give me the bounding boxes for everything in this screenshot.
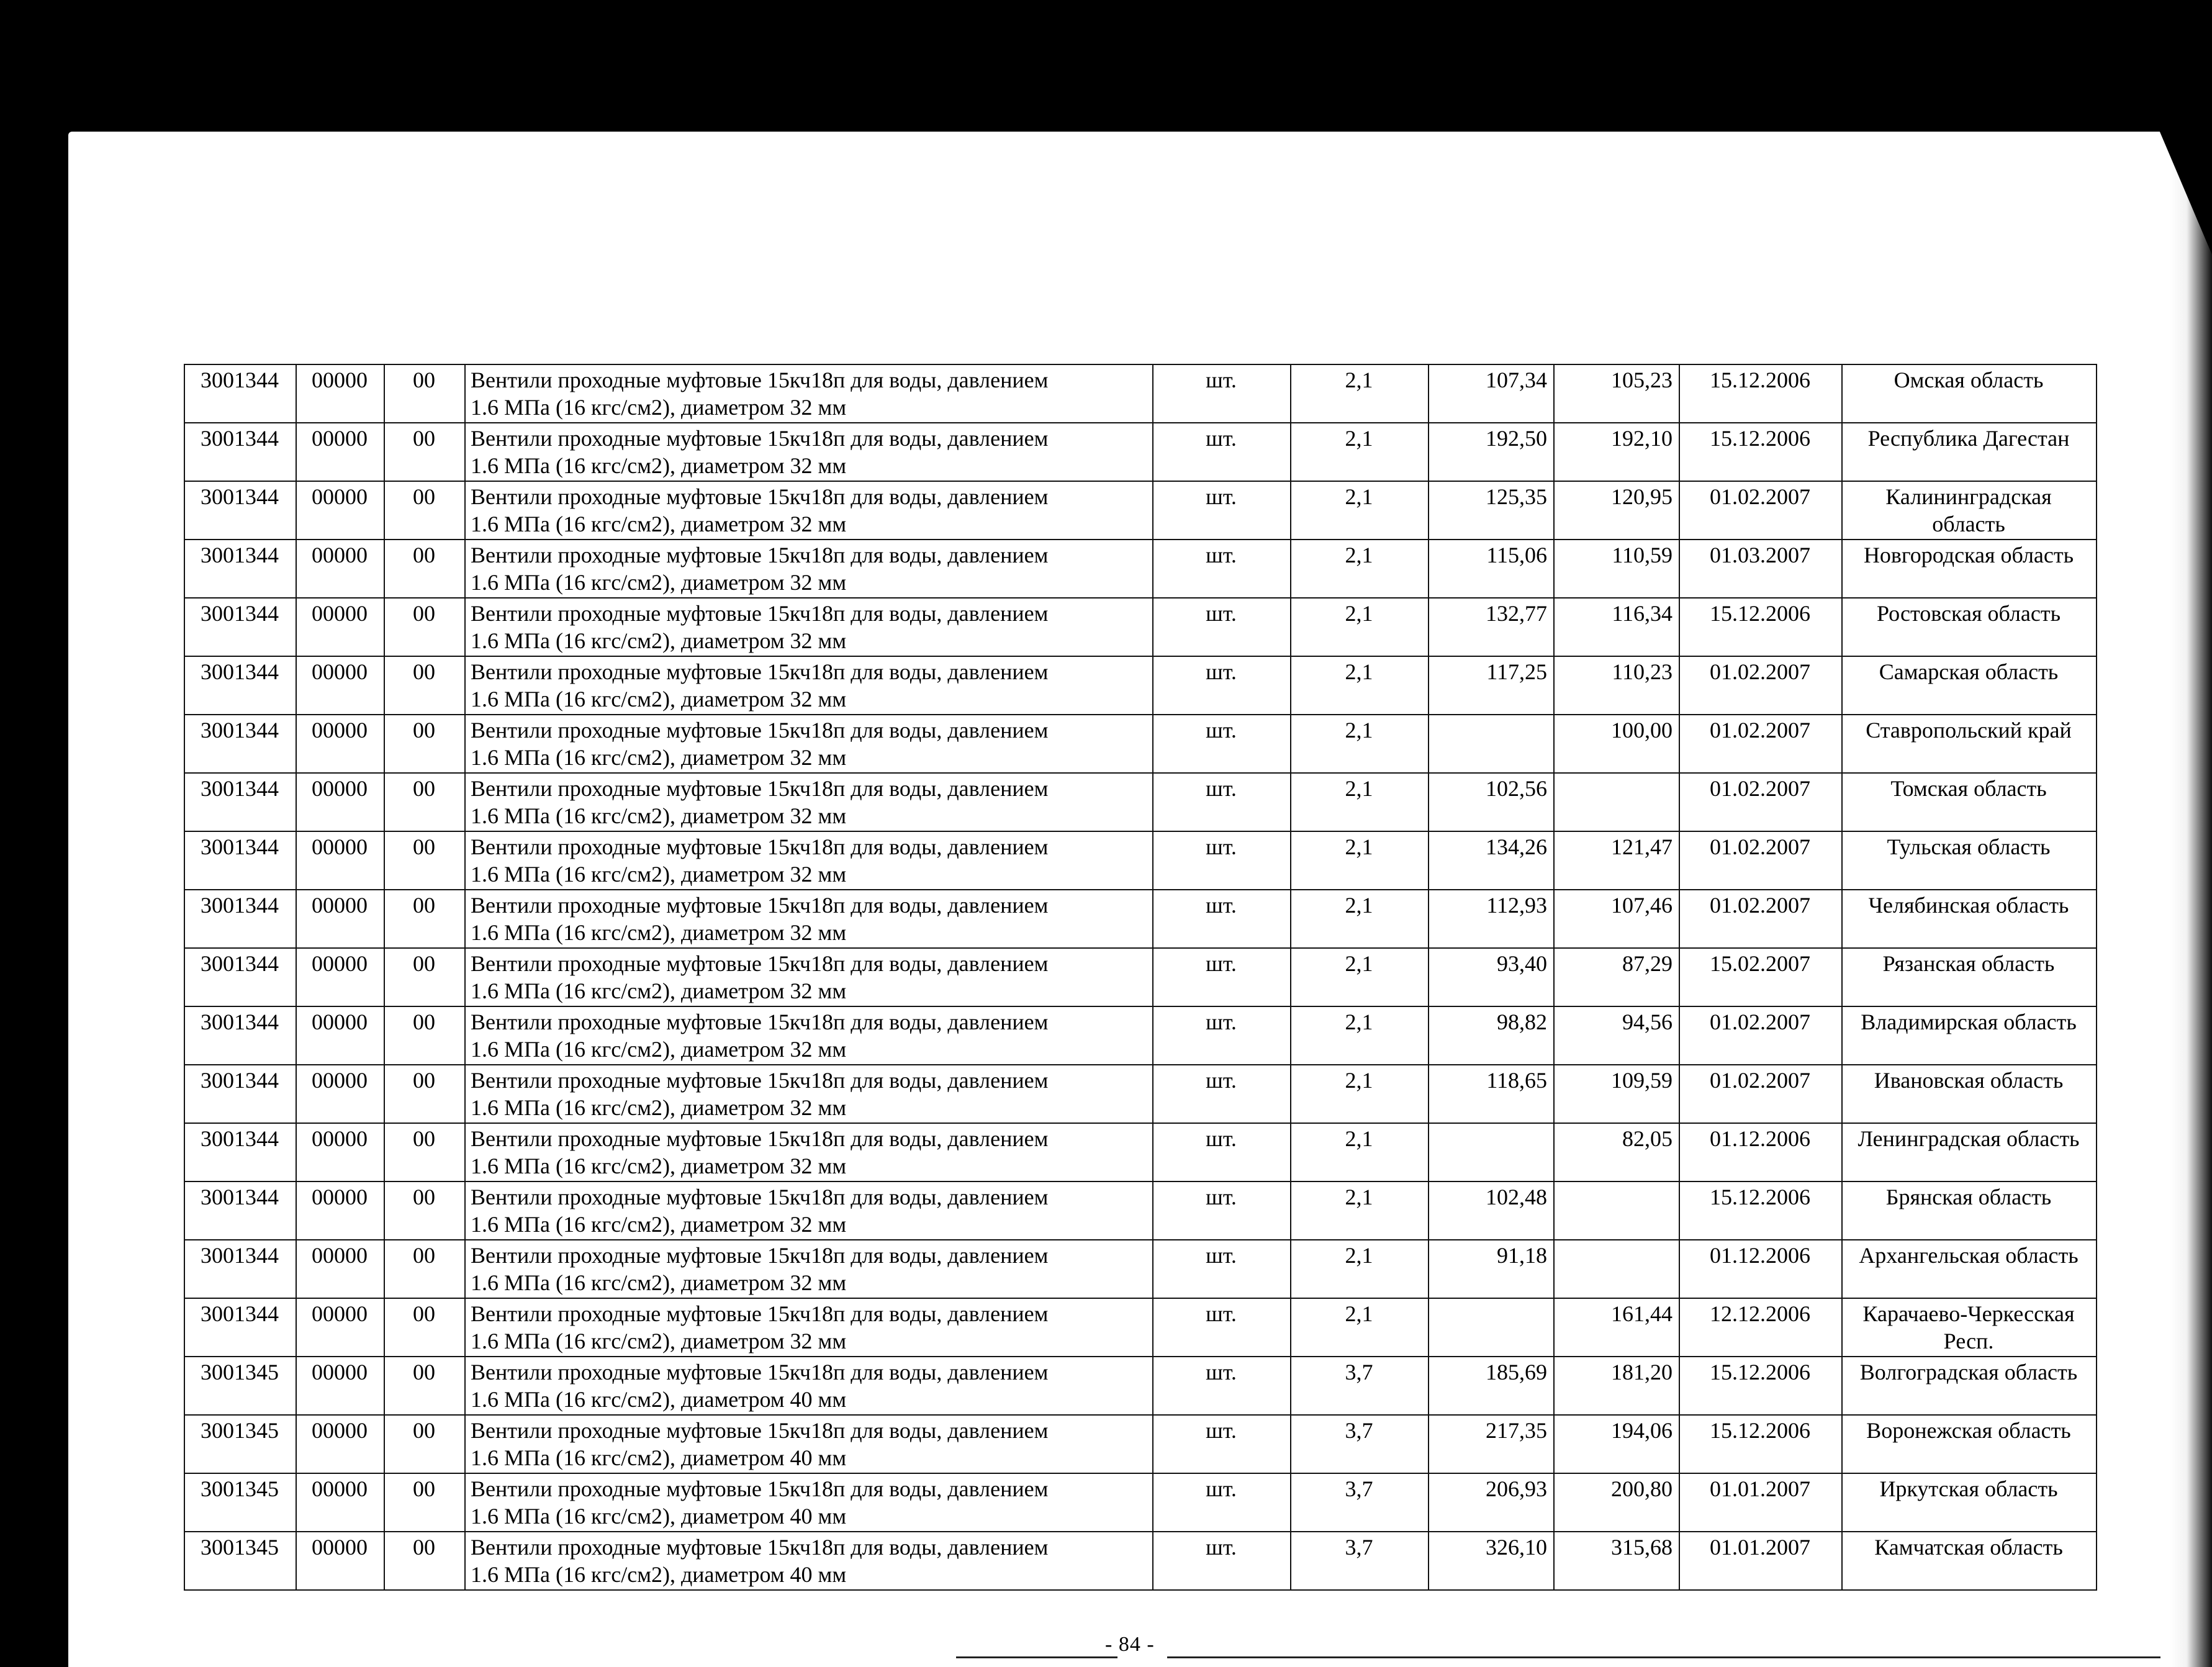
cell-description [465,715,1153,773]
cell-description [465,656,1153,715]
cell-price-1: 185,69 [1429,1357,1554,1415]
table-row [184,1181,2097,1240]
cell-region: Воронежская область [1842,1415,2097,1473]
cell-quantity: 2,1 [1291,423,1429,481]
cell-subcode: 00000 [296,948,384,1006]
cell-price-2: 315,68 [1554,1532,1679,1590]
cell-subcode: 00000 [296,1357,384,1415]
footer-rule-right [1167,1656,2160,1658]
cell-price-1: 132,77 [1429,598,1554,656]
description-line-1: Вентили проходные муфтовые 15кч18п для воды, давлением [471,426,1049,451]
cell-code: 3001344 [184,948,296,1006]
description-line-1: Вентили проходные муфтовые 15кч18п для воды, давлением [471,834,1049,859]
cell-description [465,481,1153,540]
description-line-2: 1.6 МПа (16 кгс/см2), диаметром 40 мм [471,1387,847,1412]
cell-subcode: 00000 [296,1065,384,1123]
cell-date: 15.12.2006 [1679,1415,1842,1473]
cell-description [465,540,1153,598]
cell-subcode: 00000 [296,773,384,831]
cell-subcode: 00000 [296,715,384,773]
cell-quantity: 3,7 [1291,1473,1429,1532]
cell-quantity: 2,1 [1291,773,1429,831]
scan-corner-fold [2159,130,2212,255]
cell-date: 01.03.2007 [1679,540,1842,598]
cell-subcode: 00000 [296,890,384,948]
cell-code: 3001345 [184,1473,296,1532]
page-number: - 84 - [1105,1633,1155,1656]
cell-code: 3001344 [184,831,296,890]
cell-subcode: 00000 [296,1240,384,1298]
table-body [184,364,2097,1590]
cell-region: Архангельская область [1842,1240,2097,1298]
cell-quantity: 2,1 [1291,715,1429,773]
cell-code: 3001345 [184,1415,296,1473]
cell-date: 15.12.2006 [1679,1357,1842,1415]
table-row [184,890,2097,948]
cell-unit: шт. [1153,1123,1291,1181]
cell-price-2: 110,59 [1554,540,1679,598]
cell-quantity: 2,1 [1291,831,1429,890]
cell-unit: шт. [1153,1532,1291,1590]
cell-code: 3001344 [184,1006,296,1065]
cell-price-2: 200,80 [1554,1473,1679,1532]
cell-date: 01.02.2007 [1679,715,1842,773]
cell-price-2: 94,56 [1554,1006,1679,1065]
cell-price-1 [1429,1298,1554,1357]
cell-price-2: 87,29 [1554,948,1679,1006]
cell-quantity: 3,7 [1291,1532,1429,1590]
description-line-2: 1.6 МПа (16 кгс/см2), диаметром 32 мм [471,862,847,887]
cell-code: 3001344 [184,481,296,540]
cell-price-1: 102,48 [1429,1181,1554,1240]
cell-quantity: 2,1 [1291,364,1429,423]
description-line-1: Вентили проходные муфтовые 15кч18п для воды, давлением [471,1010,1049,1034]
description-line-1: Вентили проходные муфтовые 15кч18п для воды, давлением [471,718,1049,743]
description-line-2: 1.6 МПа (16 кгс/см2), диаметром 32 мм [471,395,847,420]
description-line-1: Вентили проходные муфтовые 15кч18п для воды, давлением [471,1126,1049,1151]
cell-description [465,364,1153,423]
cell-price-1: 118,65 [1429,1065,1554,1123]
cell-code: 3001344 [184,773,296,831]
cell-suffix: 00 [384,715,465,773]
description-line-2: 1.6 МПа (16 кгс/см2), диаметром 32 мм [471,803,847,828]
cell-description [465,1006,1153,1065]
cell-price-2: 82,05 [1554,1123,1679,1181]
cell-code: 3001345 [184,1357,296,1415]
cell-subcode: 00000 [296,831,384,890]
cell-unit: шт. [1153,715,1291,773]
cell-suffix: 00 [384,598,465,656]
cell-price-2: 107,46 [1554,890,1679,948]
cell-description [465,1181,1153,1240]
cell-quantity: 3,7 [1291,1415,1429,1473]
description-line-2: 1.6 МПа (16 кгс/см2), диаметром 40 мм [471,1445,847,1470]
cell-quantity: 2,1 [1291,540,1429,598]
cell-date: 01.12.2006 [1679,1123,1842,1181]
description-line-2: 1.6 МПа (16 кгс/см2), диаметром 32 мм [471,1154,847,1178]
description-line-1: Вентили проходные муфтовые 15кч18п для воды, давлением [471,601,1049,626]
cell-subcode: 00000 [296,1532,384,1590]
cell-price-2: 100,00 [1554,715,1679,773]
cell-unit: шт. [1153,423,1291,481]
cell-price-1: 98,82 [1429,1006,1554,1065]
description-line-2: 1.6 МПа (16 кгс/см2), диаметром 32 мм [471,512,847,536]
description-line-2: 1.6 МПа (16 кгс/см2), диаметром 32 мм [471,1095,847,1120]
cell-code: 3001344 [184,1065,296,1123]
cell-code: 3001344 [184,1123,296,1181]
cell-unit: шт. [1153,1006,1291,1065]
cell-price-1: 91,18 [1429,1240,1554,1298]
cell-unit: шт. [1153,1181,1291,1240]
cell-price-2 [1554,773,1679,831]
cell-date: 01.02.2007 [1679,481,1842,540]
cell-quantity: 2,1 [1291,948,1429,1006]
cell-price-2: 109,59 [1554,1065,1679,1123]
cell-code: 3001344 [184,1240,296,1298]
description-line-2: 1.6 МПа (16 кгс/см2), диаметром 32 мм [471,628,847,653]
cell-date: 15.12.2006 [1679,423,1842,481]
cell-date: 01.12.2006 [1679,1240,1842,1298]
cell-price-2: 120,95 [1554,481,1679,540]
description-line-1: Вентили проходные муфтовые 15кч18п для воды, давлением [471,543,1049,567]
cell-suffix: 00 [384,1181,465,1240]
cell-price-1: 217,35 [1429,1415,1554,1473]
cell-region: Омская область [1842,364,2097,423]
cell-subcode: 00000 [296,656,384,715]
cell-description [465,1298,1153,1357]
cell-unit: шт. [1153,540,1291,598]
description-line-2: 1.6 МПа (16 кгс/см2), диаметром 32 мм [471,1329,847,1353]
footer-rule-left [956,1656,1117,1658]
cell-subcode: 00000 [296,1298,384,1357]
cell-date: 01.02.2007 [1679,1006,1842,1065]
description-line-2: 1.6 МПа (16 кгс/см2), диаметром 32 мм [471,1037,847,1062]
cell-suffix: 00 [384,890,465,948]
cell-suffix: 00 [384,1357,465,1415]
cell-description [465,1415,1153,1473]
description-line-1: Вентили проходные муфтовые 15кч18п для воды, давлением [471,1068,1049,1093]
cell-region: Ставропольский край [1842,715,2097,773]
cell-price-1: 107,34 [1429,364,1554,423]
table-row [184,1415,2097,1473]
cell-price-1 [1429,1123,1554,1181]
cell-region: Карачаево-Черкесская Респ. [1842,1298,2097,1357]
cell-quantity: 3,7 [1291,1357,1429,1415]
cell-code: 3001344 [184,715,296,773]
cell-date: 12.12.2006 [1679,1298,1842,1357]
cell-date: 15.02.2007 [1679,948,1842,1006]
cell-date: 15.12.2006 [1679,364,1842,423]
cell-code: 3001344 [184,1298,296,1357]
cell-quantity: 2,1 [1291,1298,1429,1357]
table-row [184,1532,2097,1590]
cell-price-1: 93,40 [1429,948,1554,1006]
table-row [184,715,2097,773]
cell-subcode: 00000 [296,423,384,481]
description-line-1: Вентили проходные муфтовые 15кч18п для воды, давлением [471,1185,1049,1209]
cell-region: Тульская область [1842,831,2097,890]
cell-suffix: 00 [384,364,465,423]
cell-region: Самарская область [1842,656,2097,715]
cell-price-2: 181,20 [1554,1357,1679,1415]
description-line-1: Вентили проходные муфтовые 15кч18п для воды, давлением [471,893,1049,918]
table-row [184,1123,2097,1181]
cell-date: 01.02.2007 [1679,1065,1842,1123]
table-row [184,948,2097,1006]
cell-region: Камчатская область [1842,1532,2097,1590]
cell-region: Челябинская область [1842,890,2097,948]
cell-code: 3001344 [184,890,296,948]
cell-date: 01.02.2007 [1679,831,1842,890]
table-row [184,831,2097,890]
cell-unit: шт. [1153,364,1291,423]
table-row [184,1240,2097,1298]
cell-suffix: 00 [384,1415,465,1473]
cell-suffix: 00 [384,831,465,890]
cell-description [465,773,1153,831]
cell-date: 01.02.2007 [1679,656,1842,715]
cell-code: 3001344 [184,423,296,481]
cell-subcode: 00000 [296,481,384,540]
cell-unit: шт. [1153,1473,1291,1532]
table-row [184,1065,2097,1123]
cell-quantity: 2,1 [1291,481,1429,540]
cell-description [465,831,1153,890]
cell-subcode: 00000 [296,598,384,656]
cell-subcode: 00000 [296,1181,384,1240]
description-line-1: Вентили проходные муфтовые 15кч18п для воды, давлением [471,1360,1049,1385]
cell-subcode: 00000 [296,1473,384,1532]
cell-quantity: 2,1 [1291,656,1429,715]
cell-suffix: 00 [384,948,465,1006]
cell-subcode: 00000 [296,540,384,598]
cell-suffix: 00 [384,1006,465,1065]
cell-subcode: 00000 [296,1123,384,1181]
cell-region: Ленинградская область [1842,1123,2097,1181]
table-row [184,540,2097,598]
description-line-1: Вентили проходные муфтовые 15кч18п для воды, давлением [471,1476,1049,1501]
cell-region: Иркутская область [1842,1473,2097,1532]
cell-quantity: 2,1 [1291,598,1429,656]
description-line-1: Вентили проходные муфтовые 15кч18п для воды, давлением [471,1418,1049,1443]
table-row [184,598,2097,656]
table-row [184,423,2097,481]
cell-region: Калининградская область [1842,481,2097,540]
description-line-1: Вентили проходные муфтовые 15кч18п для воды, давлением [471,951,1049,976]
cell-unit: шт. [1153,481,1291,540]
cell-unit: шт. [1153,1298,1291,1357]
cell-code: 3001344 [184,1181,296,1240]
cell-unit: шт. [1153,831,1291,890]
cell-unit: шт. [1153,948,1291,1006]
cell-suffix: 00 [384,481,465,540]
cell-region: Волгоградская область [1842,1357,2097,1415]
cell-region: Новгородская область [1842,540,2097,598]
cell-subcode: 00000 [296,1006,384,1065]
description-line-2: 1.6 МПа (16 кгс/см2), диаметром 32 мм [471,1212,847,1237]
cell-suffix: 00 [384,1240,465,1298]
description-line-2: 1.6 МПа (16 кгс/см2), диаметром 32 мм [471,978,847,1003]
cell-region: Республика Дагестан [1842,423,2097,481]
description-line-2: 1.6 МПа (16 кгс/см2), диаметром 32 мм [471,920,847,945]
cell-price-1: 134,26 [1429,831,1554,890]
cell-code: 3001344 [184,364,296,423]
cell-quantity: 2,1 [1291,890,1429,948]
description-line-1: Вентили проходные муфтовые 15кч18п для воды, давлением [471,484,1049,509]
cell-date: 01.01.2007 [1679,1532,1842,1590]
table-row [184,364,2097,423]
cell-date: 01.02.2007 [1679,890,1842,948]
cell-region: Брянская область [1842,1181,2097,1240]
description-line-2: 1.6 МПа (16 кгс/см2), диаметром 32 мм [471,453,847,478]
table-row [184,481,2097,540]
cell-quantity: 2,1 [1291,1240,1429,1298]
cell-suffix: 00 [384,1473,465,1532]
description-line-1: Вентили проходные муфтовые 15кч18п для воды, давлением [471,1243,1049,1268]
cell-date: 15.12.2006 [1679,598,1842,656]
cell-suffix: 00 [384,1123,465,1181]
cell-suffix: 00 [384,1065,465,1123]
cell-description [465,948,1153,1006]
cell-description [465,423,1153,481]
description-line-2: 1.6 МПа (16 кгс/см2), диаметром 40 мм [471,1562,847,1587]
cell-unit: шт. [1153,1240,1291,1298]
cell-description [465,1123,1153,1181]
cell-price-2: 161,44 [1554,1298,1679,1357]
description-line-1: Вентили проходные муфтовые 15кч18п для воды, давлением [471,1535,1049,1560]
table-row [184,1006,2097,1065]
cell-price-1: 115,06 [1429,540,1554,598]
cell-quantity: 2,1 [1291,1181,1429,1240]
cell-price-2: 110,23 [1554,656,1679,715]
cell-quantity: 2,1 [1291,1006,1429,1065]
cell-unit: шт. [1153,656,1291,715]
table-row [184,1298,2097,1357]
description-line-2: 1.6 МПа (16 кгс/см2), диаметром 40 мм [471,1504,847,1529]
cell-price-2: 192,10 [1554,423,1679,481]
table-row [184,773,2097,831]
cell-price-2: 194,06 [1554,1415,1679,1473]
description-line-2: 1.6 МПа (16 кгс/см2), диаметром 32 мм [471,1270,847,1295]
table-row [184,1473,2097,1532]
cell-region: Томская область [1842,773,2097,831]
description-line-1: Вентили проходные муфтовые 15кч18п для воды, давлением [471,659,1049,684]
cell-price-2 [1554,1240,1679,1298]
cell-description [465,1065,1153,1123]
cell-suffix: 00 [384,423,465,481]
cell-price-2: 105,23 [1554,364,1679,423]
description-line-1: Вентили проходные муфтовые 15кч18п для воды, давлением [471,776,1049,801]
cell-description [465,598,1153,656]
cell-price-1: 117,25 [1429,656,1554,715]
cell-quantity: 2,1 [1291,1123,1429,1181]
cell-unit: шт. [1153,1415,1291,1473]
cell-code: 3001344 [184,540,296,598]
table-row [184,1357,2097,1415]
cell-price-1: 192,50 [1429,423,1554,481]
cell-price-2 [1554,1181,1679,1240]
description-line-1: Вентили проходные муфтовые 15кч18п для воды, давлением [471,1301,1049,1326]
cell-unit: шт. [1153,890,1291,948]
cell-region: Ростовская область [1842,598,2097,656]
cell-suffix: 00 [384,1532,465,1590]
cell-unit: шт. [1153,773,1291,831]
cell-unit: шт. [1153,1065,1291,1123]
description-line-2: 1.6 МПа (16 кгс/см2), диаметром 32 мм [471,687,847,712]
cell-suffix: 00 [384,773,465,831]
cell-description [465,1532,1153,1590]
cell-unit: шт. [1153,1357,1291,1415]
cell-description [465,890,1153,948]
cell-date: 15.12.2006 [1679,1181,1842,1240]
cell-suffix: 00 [384,540,465,598]
description-line-2: 1.6 МПа (16 кгс/см2), диаметром 32 мм [471,570,847,595]
cell-subcode: 00000 [296,1415,384,1473]
cell-code: 3001344 [184,656,296,715]
cell-price-1: 125,35 [1429,481,1554,540]
scan-border-left [0,130,68,1667]
description-line-1: Вентили проходные муфтовые 15кч18п для воды, давлением [471,368,1049,392]
cell-region: Ивановская область [1842,1065,2097,1123]
scan-border-top [0,0,2212,144]
cell-region: Рязанская область [1842,948,2097,1006]
cell-price-2: 121,47 [1554,831,1679,890]
cell-unit: шт. [1153,598,1291,656]
cell-price-1: 206,93 [1429,1473,1554,1532]
cell-price-1: 326,10 [1429,1532,1554,1590]
cell-price-1: 112,93 [1429,890,1554,948]
cell-price-2: 116,34 [1554,598,1679,656]
cell-quantity: 2,1 [1291,1065,1429,1123]
cell-description [465,1357,1153,1415]
cell-description [465,1473,1153,1532]
cell-description [465,1240,1153,1298]
cell-date: 01.01.2007 [1679,1473,1842,1532]
cell-date: 01.02.2007 [1679,773,1842,831]
price-table [184,364,2097,1591]
cell-subcode: 00000 [296,364,384,423]
cell-price-1: 102,56 [1429,773,1554,831]
cell-suffix: 00 [384,656,465,715]
cell-code: 3001345 [184,1532,296,1590]
cell-price-1 [1429,715,1554,773]
cell-code: 3001344 [184,598,296,656]
cell-suffix: 00 [384,1298,465,1357]
cell-region: Владимирская область [1842,1006,2097,1065]
description-line-2: 1.6 МПа (16 кгс/см2), диаметром 32 мм [471,745,847,770]
scan-border-right [2170,133,2212,1667]
table-row [184,656,2097,715]
